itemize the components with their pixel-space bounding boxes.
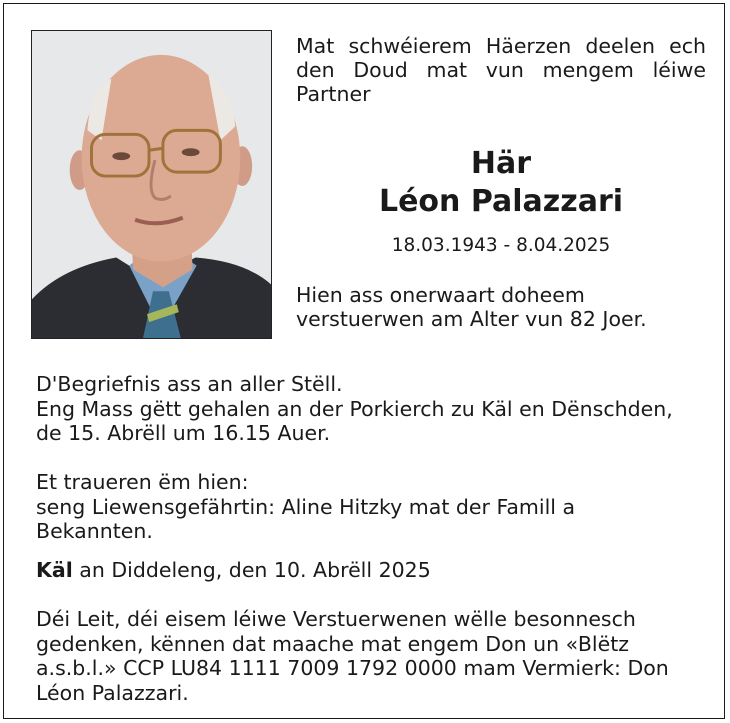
funeral-info: [36, 372, 721, 446]
obituary-card: [3, 3, 725, 719]
funeral-line: D'Begriefnis ass an aller Stëll.: [36, 372, 343, 396]
mourners-line: Et traueren ëm hien:: [36, 470, 249, 494]
honorific-title: Här: [470, 146, 532, 181]
place-date: [36, 558, 721, 583]
donation-line: Déi Leit, déi eisem léiwe Verstuerwenen wëlle besonnesch: [36, 607, 636, 631]
place-name: Käl: [36, 558, 73, 582]
donation-info: [36, 607, 721, 705]
donation-line: a.s.b.l.» CCP LU84 1111 7009 1792 0000 mam Vermierk: Don: [36, 656, 669, 680]
mourners-info: [36, 470, 721, 544]
funeral-line: Eng Mass gëtt gehalen an der Porkierch zu Käl en Dënschden,: [36, 396, 673, 421]
intro-text: Mat schwéierem Häerzen deelen ech den Doud mat vun mengem léiwe Partner: [296, 34, 706, 106]
death-note-line: Hien ass onerwaart doheem: [296, 283, 585, 307]
death-note: [296, 283, 716, 331]
death-note-line: verstuerwen am Alter vun 82 Joer.: [296, 307, 647, 331]
funeral-line: de 15. Abrëll um 16.15 Auer.: [36, 421, 331, 445]
mourners-line: seng Liewensgefährtin: Aline Hitzky mat der Famill a: [36, 494, 576, 519]
deceased-name: Léon Palazzari: [378, 184, 624, 219]
life-dates: 18.03.1943 - 8.04.2025: [391, 235, 611, 256]
donation-line: gedenken, kënnen dat maache mat engem Don un «Blëtz: [36, 631, 629, 656]
donation-line: Léon Palazzari.: [36, 680, 189, 705]
place-date-rest: an Diddeleng, den 10. Abrëll 2025: [72, 558, 431, 582]
mourners-line: Bekannten.: [36, 519, 153, 543]
portrait-photo: [31, 30, 272, 339]
